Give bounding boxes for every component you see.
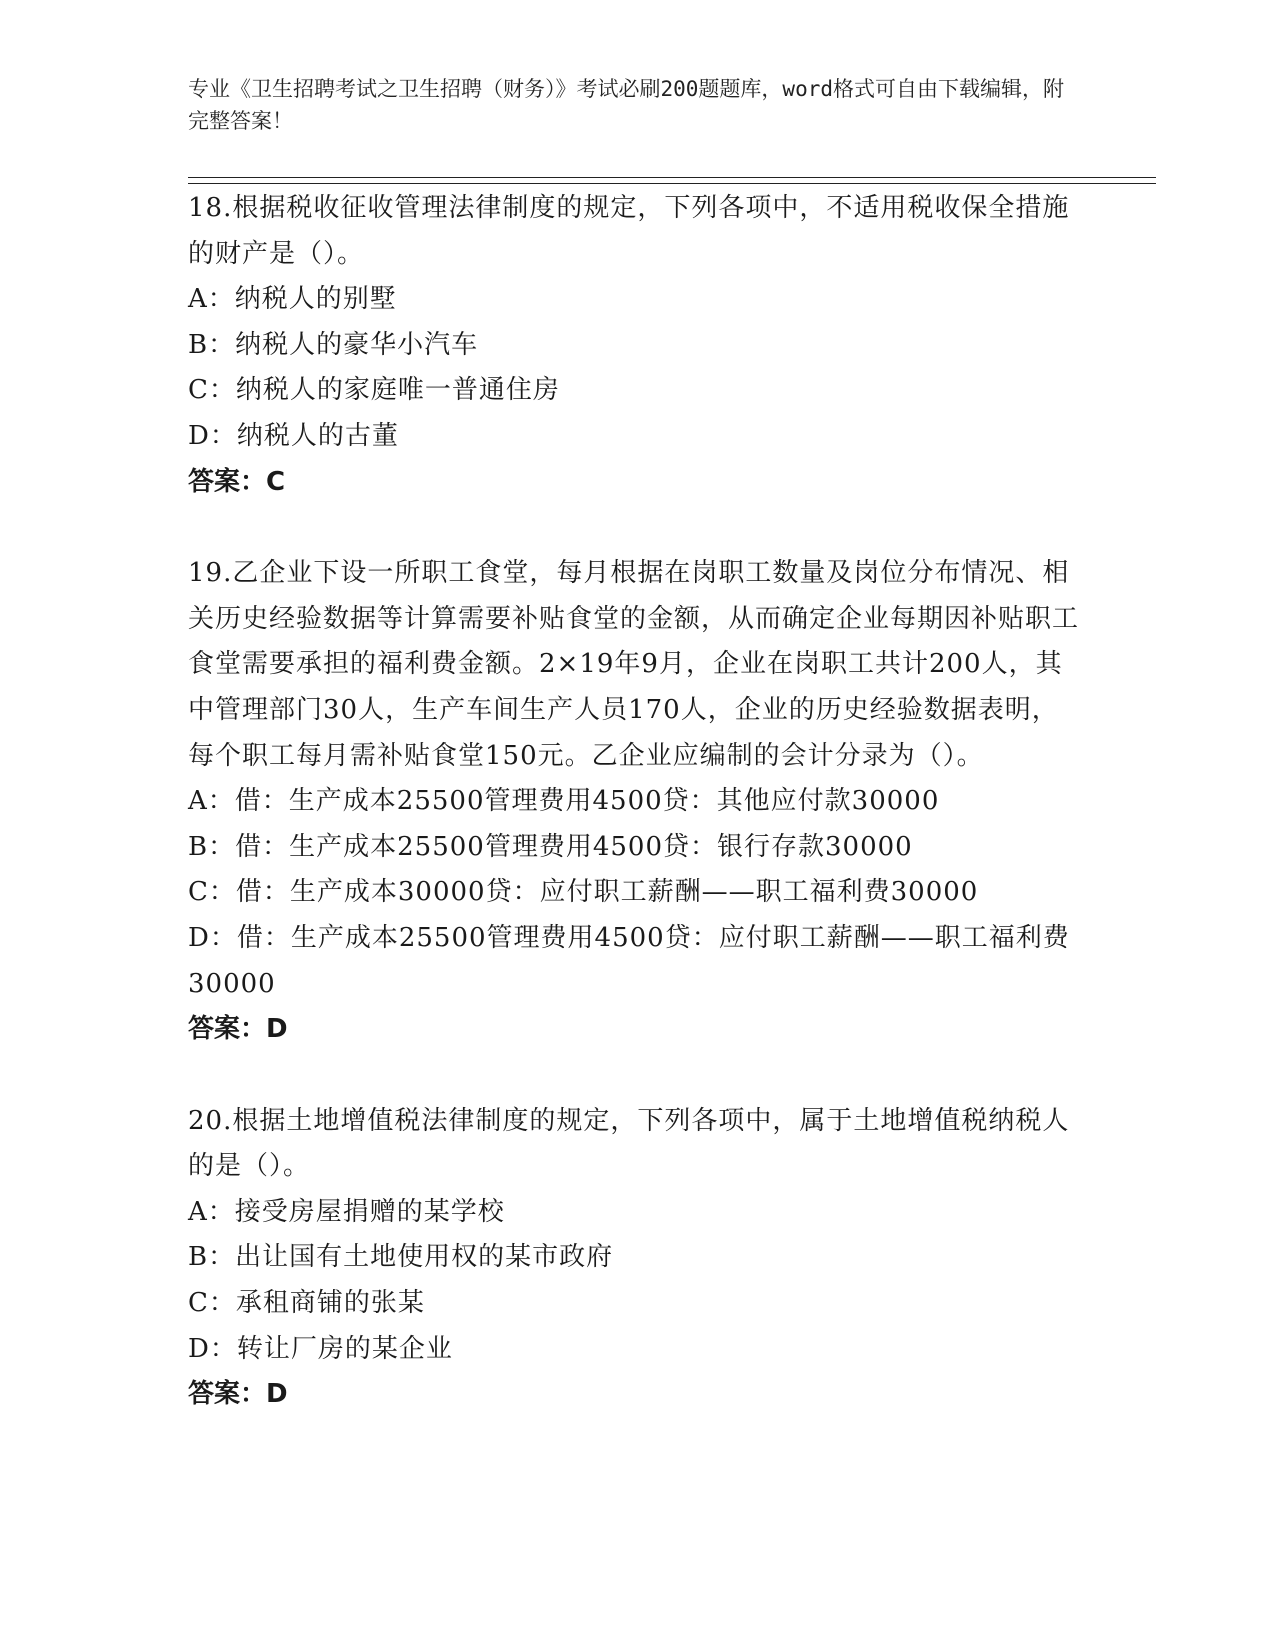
option-b: B：出让国有土地使用权的某市政府 bbox=[188, 1242, 614, 1273]
option-c: C：纳税人的家庭唯一普通住房 bbox=[188, 375, 560, 406]
question-19 bbox=[188, 551, 1083, 1053]
question-list bbox=[188, 186, 1083, 1464]
question-stem: 20.根据土地增值税法律制度的规定，下列各项中，属于土地增值税纳税人的是（）。 bbox=[188, 1105, 1070, 1182]
document-header: 专业《卫生招聘考试之卫生招聘（财务）》考试必刷200题题库，word格式可自由下载编辑，附完整答案！ bbox=[188, 77, 1064, 133]
option-d: D：纳税人的古董 bbox=[188, 420, 399, 451]
answer-line: 答案：D bbox=[188, 1014, 288, 1045]
question-18 bbox=[188, 186, 1083, 505]
option-c: C：借：生产成本30000贷：应付职工薪酬——职工福利费30000 bbox=[188, 877, 979, 908]
answer-line: 答案：D bbox=[188, 1379, 288, 1410]
answer-line: 答案：C bbox=[188, 466, 286, 497]
option-d: D：借：生产成本25500管理费用4500贷：应付职工薪酬——职工福利费30000 bbox=[188, 922, 1070, 999]
option-a: A：接受房屋捐赠的某学校 bbox=[188, 1196, 505, 1227]
option-d: D：转让厂房的某企业 bbox=[188, 1333, 453, 1364]
question-20 bbox=[188, 1099, 1083, 1418]
question-stem: 18.根据税收征收管理法律制度的规定，下列各项中，不适用税收保全措施的财产是（）。 bbox=[188, 193, 1070, 269]
header-divider-top bbox=[188, 177, 1156, 178]
header-divider-bottom bbox=[188, 183, 1156, 184]
question-stem: 19.乙企业下设一所职工食堂，每月根据在岗职工数量及岗位分布情况、相关历史经验数据等计算需要补贴食堂的金额，从而确定企业每期因补贴职工食堂需要承担的福利费金额。2×19年9月，企业在岗职工共计200人，其中管理部门30人，生产车间生产人员170人，企业的历史经验数据表明，每个职工每月需补贴食堂150元。乙企业应编制的会计分录为（）。 bbox=[188, 558, 1080, 771]
option-a: A：纳税人的别墅 bbox=[188, 284, 397, 315]
option-a: A：借：生产成本25500管理费用4500贷：其他应付款30000 bbox=[188, 786, 940, 817]
option-b: B：纳税人的豪华小汽车 bbox=[188, 329, 479, 360]
option-b: B：借：生产成本25500管理费用4500贷：银行存款30000 bbox=[188, 831, 913, 862]
option-c: C：承租商铺的张某 bbox=[188, 1288, 425, 1319]
